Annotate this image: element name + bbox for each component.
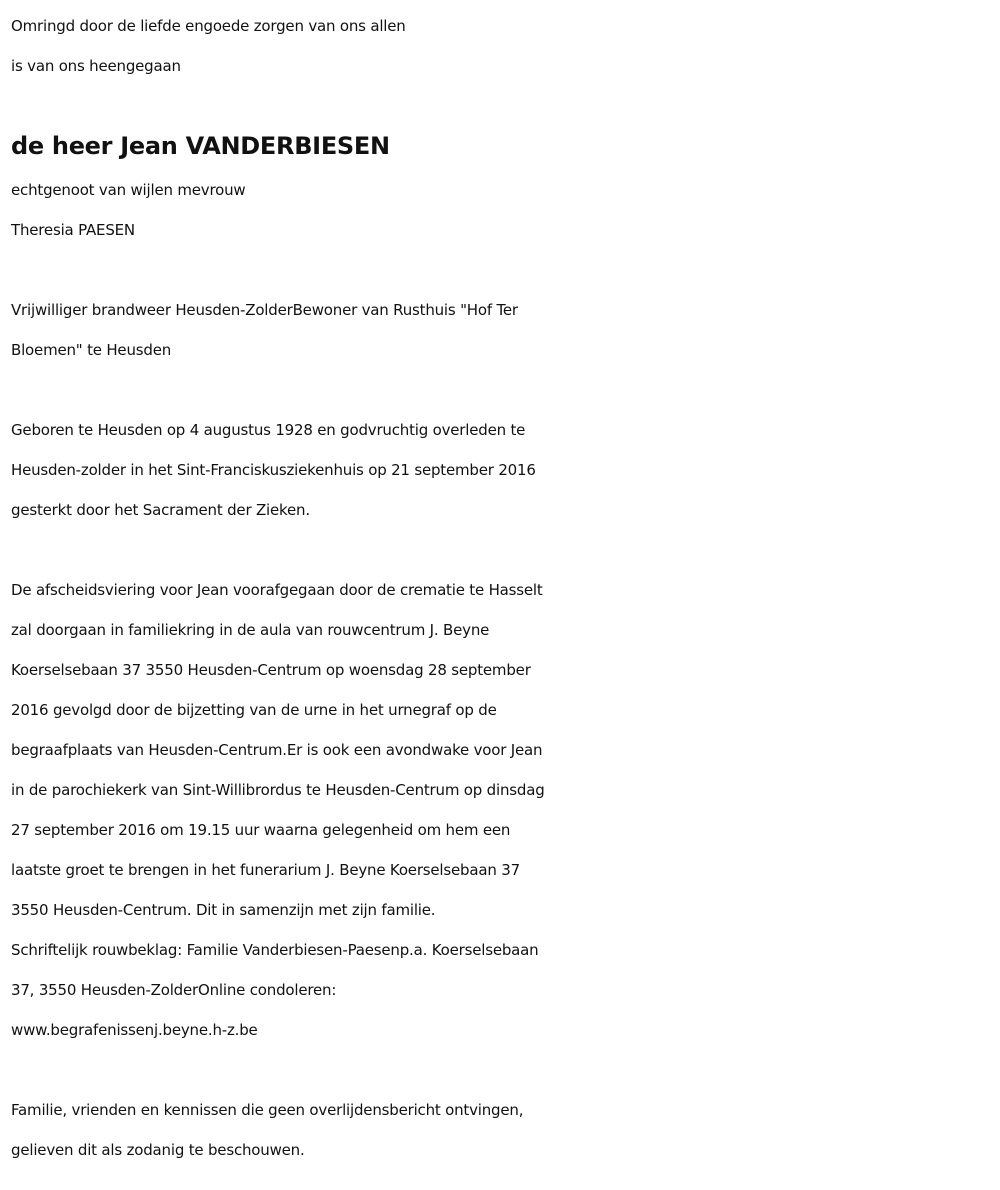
roles-line: Vrijwilliger brandweer Heusden-ZolderBewoner van Rusthuis "Hof Ter xyxy=(11,301,518,319)
birth-death-line: gesterkt door het Sacrament der Zieken. xyxy=(11,501,310,519)
intro-line: Omringd door de liefde engoede zorgen van ons allen xyxy=(11,17,406,35)
intro-paragraph xyxy=(11,6,996,86)
intro-line: is van ons heengegaan xyxy=(11,57,181,75)
spouse-line: echtgenoot van wijlen mevrouw xyxy=(11,181,246,199)
paragraph-gap xyxy=(11,370,996,410)
closing-paragraph xyxy=(11,1090,996,1170)
paragraph-gap xyxy=(11,250,996,290)
ceremony-line: zal doorgaan in familiekring in de aula van rouwcentrum J. Beyne xyxy=(11,621,490,639)
paragraph-gap xyxy=(11,1050,996,1090)
spouse-paragraph xyxy=(11,170,996,250)
closing-line: Familie, vrienden en kennissen die geen overlijdensbericht ontvingen, xyxy=(11,1101,524,1119)
deceased-name: de heer Jean VANDERBIESEN xyxy=(11,132,390,160)
ceremony-line: laatste groet te brengen in het funerarium J. Beyne Koerselsebaan 37 xyxy=(11,861,520,879)
ceremony-paragraph xyxy=(11,570,996,1050)
condolence-website: www.begrafenissenj.beyne.h-z.be xyxy=(11,1021,258,1039)
birth-death-line: Geboren te Heusden op 4 augustus 1928 en godvruchtig overleden te xyxy=(11,421,526,439)
closing-line: gelieven dit als zodanig te beschouwen. xyxy=(11,1141,305,1159)
ceremony-line: 2016 gevolgd door de bijzetting van de urne in het urnegraf op de xyxy=(11,701,497,719)
roles-paragraph xyxy=(11,290,996,370)
spouse-line: Theresia PAESEN xyxy=(11,221,135,239)
birth-death-line: Heusden-zolder in het Sint-Franciskusziekenhuis op 21 september 2016 xyxy=(11,461,536,479)
roles-line: Bloemen" te Heusden xyxy=(11,341,172,359)
ceremony-line: 27 september 2016 om 19.15 uur waarna gelegenheid om hem een xyxy=(11,821,511,839)
ceremony-line: begraafplaats van Heusden-Centrum.Er is ook een avondwake voor Jean xyxy=(11,741,543,759)
ceremony-line: De afscheidsviering voor Jean voorafgegaan door de crematie te Hasselt xyxy=(11,581,543,599)
birth-death-paragraph xyxy=(11,410,996,530)
ceremony-line: 3550 Heusden-Centrum. Dit in samenzijn met zijn familie. xyxy=(11,901,436,919)
ceremony-line: 37, 3550 Heusden-ZolderOnline condoleren: xyxy=(11,981,337,999)
ceremony-line: Schriftelijk rouwbeklag: Familie Vanderbiesen-Paesenp.a. Koerselsebaan xyxy=(11,941,539,959)
obituary-notice xyxy=(11,6,996,1170)
ceremony-line: Koerselsebaan 37 3550 Heusden-Centrum op woensdag 28 september xyxy=(11,661,531,679)
ceremony-line: in de parochiekerk van Sint-Willibrordus te Heusden-Centrum op dinsdag xyxy=(11,781,545,799)
paragraph-gap xyxy=(11,530,996,570)
